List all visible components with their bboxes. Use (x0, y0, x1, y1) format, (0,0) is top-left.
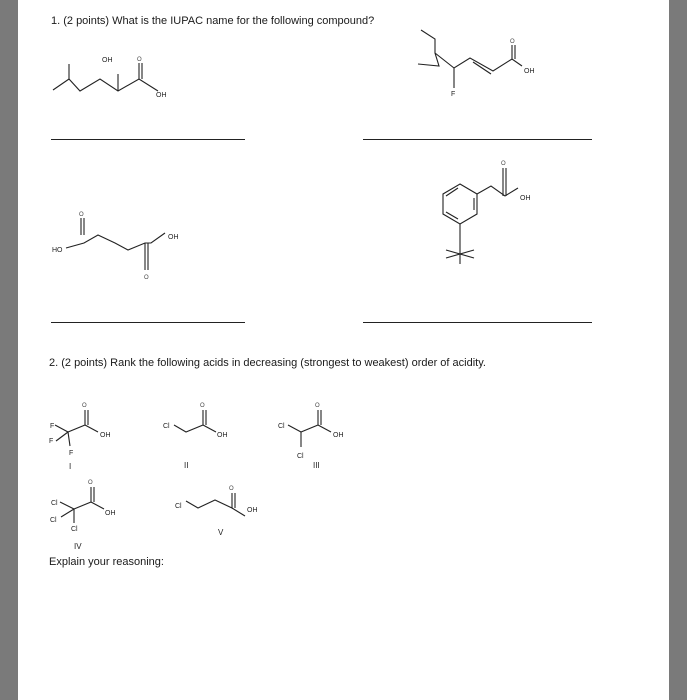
atom-label-o: O (229, 486, 234, 492)
atom-label-oh: OH (524, 68, 535, 75)
numeral-iv: IV (74, 542, 82, 551)
numeral-v: V (218, 528, 224, 537)
explain-reasoning-prompt: Explain your reasoning: (49, 556, 164, 568)
atom-label-oh: OH (520, 195, 531, 202)
atom-label-cl: Cl (71, 526, 78, 533)
acid-ii-chloro (163, 403, 228, 470)
atom-label-f: F (451, 91, 456, 98)
atom-label-o: O (88, 480, 93, 486)
question-1-prompt: 1. (2 points) What is the IUPAC name for the following compound? (51, 15, 375, 27)
atom-label-cl: Cl (297, 453, 304, 460)
atom-label-o: O (501, 161, 506, 167)
atom-label-oh: OH (102, 57, 113, 64)
atom-label-oh: OH (217, 432, 228, 439)
atom-label-cl: Cl (50, 517, 57, 524)
atom-label-oh: OH (156, 92, 167, 99)
question-2-prompt: 2. (2 points) Rank the following acids in decreasing (strongest to weakest) order of acidity. (49, 357, 486, 369)
acid-v-chlorobutanoic (175, 486, 258, 537)
atom-label-f: F (49, 438, 54, 445)
structure-1d-tert-butyl-phenylacetic-acid (443, 161, 531, 264)
structure-1b-fluoro-unsaturated-acid (418, 30, 535, 98)
acid-i-difluoro (49, 403, 111, 471)
atom-label-cl: Cl (278, 423, 285, 430)
structures-canvas (18, 0, 669, 700)
acid-iii-dichloro (278, 403, 344, 470)
atom-label-o: O (315, 403, 320, 409)
atom-label-oh: OH (333, 432, 344, 439)
atom-label-oh: OH (247, 507, 258, 514)
atom-label-oh: OH (105, 510, 116, 517)
numeral-i: I (69, 462, 72, 471)
atom-label-cl: Cl (51, 500, 58, 507)
atom-label-cl: Cl (175, 503, 182, 510)
atom-label-oh: OH (168, 234, 179, 241)
atom-label-o: O (510, 39, 515, 45)
atom-label-cl: Cl (163, 423, 170, 430)
atom-label-o: O (137, 57, 142, 63)
structure-1c-keto-diacid (52, 212, 179, 281)
atom-label-f: F (50, 423, 55, 430)
acid-iv-trichloro (50, 480, 116, 551)
atom-label-o: O (200, 403, 205, 409)
numeral-ii: II (184, 461, 189, 470)
atom-label-o: O (79, 212, 84, 218)
atom-label-o: O (82, 403, 87, 409)
atom-label-oh: OH (100, 432, 111, 439)
numeral-iii: III (313, 461, 320, 470)
atom-label-ho: HO (52, 247, 63, 254)
structure-1a-hydroxy-acid (53, 57, 167, 99)
atom-label-o: O (144, 275, 149, 281)
atom-label-f: F (69, 450, 74, 457)
document-page (18, 0, 669, 700)
